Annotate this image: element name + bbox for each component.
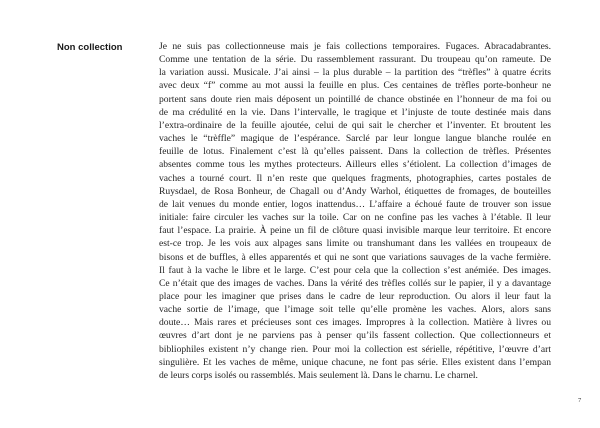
text-line: doute… Mais rares et précieuses sont ces images. Impropres à la collection. Matière à livres ou bbox=[159, 317, 551, 329]
text-line: singulière. Et les vaches de même, unique chacune, ne font pas série. Elles existent dans l’empan bbox=[159, 356, 551, 368]
text-line: de leurs corps isolés ou rassemblés. Mais seulement là. Dans le charnu. Le charnel. bbox=[159, 369, 478, 381]
text-line: bibliophiles existent n’y change rien. Pour moi la collection est sérielle, répétitive, l’œuvre d’art bbox=[159, 343, 551, 355]
text-line: vache sortie de l’image, que l’image soit telle qu’elle promène les vaches. Alors, alors sans bbox=[159, 304, 551, 316]
text-line: vaches a tourné court. Il n’en reste que quelques fragments, photographies, cartes postales de bbox=[159, 172, 551, 184]
text-line: Comme une tentation de la série. Du rassemblement rassurant. Du troupeau qu’on rameute. De bbox=[159, 54, 551, 66]
text-line: la variation aussi. Musicale. J’ai ainsi – la plus durable – la partition des “trèfles” à quatre écrits bbox=[159, 67, 551, 79]
text-line: l’extra-ordinaire de la feuille ajoutée, celui de qui sait le chercher et l’inventer. Et broutent les bbox=[159, 119, 551, 131]
text-line: est-ce trop. Je les vois aux alpages sans limite ou transhumant dans les vallées en troupeaux de bbox=[159, 238, 551, 250]
text-line: faut l’espace. La prairie. À peine un fil de clôture quasi invisible marque leur territoire. Et encore bbox=[159, 225, 551, 237]
section-heading: Non collection bbox=[57, 42, 123, 53]
text-line: Ce n’était que des images de vaches. Dans la vérité des trèfles collés sur le papier, il y a davantage bbox=[159, 277, 551, 289]
text-line: œuvres d’art dont je ne parviens pas à penser qu’ils fassent collection. Que collectionneurs et bbox=[159, 330, 551, 342]
body-text bbox=[159, 40, 551, 382]
text-line: absentes comme tous les mythes protecteurs. Ailleurs elles s’étiolent. La collection d’images de bbox=[159, 159, 551, 171]
page-number: 7 bbox=[578, 397, 582, 404]
text-line: portent sans doute rien mais déposent un pointillé de chance obstinée en l’honneur de ma foi ou bbox=[159, 93, 551, 105]
text-line: Ruysdael, de Rosa Bonheur, de Chagall ou d’Andy Warhol, étiquettes de fromages, de bouteilles bbox=[159, 185, 551, 197]
text-line: feuille de lotus. Finalement c’est là qu’elles paissent. Dans la collection de trèfles. Présentes bbox=[159, 146, 551, 158]
text-line: Il faut à la vache le libre et le large. C’est pour cela que la collection s’est anémiée. Des images. bbox=[159, 264, 551, 276]
text-line: bisons et de buffles, à elles apparentés et qui ne sont que variations sauvages de la vache fermière. bbox=[159, 251, 551, 263]
text-line: de lait venues du monde entier, logos inattendus… L’affaire a échoué faute de trouver son issue bbox=[159, 198, 551, 210]
text-line: de ma crédulité en la vie. Dans l’intervalle, le tragique et l’injuste de toute destinée mais dans bbox=[159, 106, 551, 118]
text-line: initiale: faire circuler les vaches sur la toile. Car on ne confine pas les vaches à l’étable. Il leur bbox=[159, 212, 551, 224]
text-line: vaches le “trèffle” magique de l’espérance. Sarclé par leur longue langue blanche roulée en bbox=[159, 133, 551, 145]
text-line: avec deux “f” comme au mot aussi la feuille en plus. Ces centaines de trèfles porte-bonheur ne bbox=[159, 80, 551, 92]
text-line: Je ne suis pas collectionneuse mais je fais collections temporaires. Fugaces. Abracadabrantes. bbox=[159, 41, 551, 52]
text-line: place pour les imaginer que prises dans le cadre de leur reproduction. Ou alors il leur faut la bbox=[159, 290, 551, 302]
